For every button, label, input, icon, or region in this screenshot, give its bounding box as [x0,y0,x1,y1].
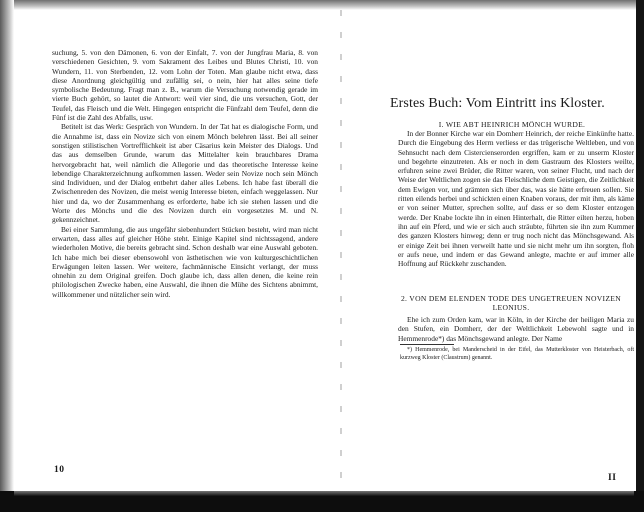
footnote [400,347,634,362]
section-2-paragraph: Ehe ich zum Orden kam, war in Köln, in der Kirche der heiligen Maria zu den Stufen, ein Domherr, der der Weltlichkeit Lebewohl sagte und in Hemmenrode*) das Mönchsgewand anlegte. Der Name [398,315,634,343]
left-paragraph-1: suchung, 5. von den Dämonen, 6. von der Einfalt, 7. von der Jungfrau Maria, 8. von verschiedenen Gesichten, 9. vom Sakrament des Leibes und Blutes Christi, 10. von Wundern, 11. von Sterbenden, 12. vom Lohn der Toten. Man glaube nicht etwa, dass diese Anordnung gleichgültig und zufällig sei, o nein, hier hat alles seine tiefe symbolische Bedeutung. Fragt man z. B., warum die Versuchung notwendig gerade im vierte Buch gehört, so lautet die Antwort: weil vier sind, die uns versuchen, Gott, der Teufel, das Fleisch und die Welt. Hingegen entspricht die Fünfzahl dem Teufel, denn die Fünf ist die Zahl des Abfalls, usw. [52,48,318,123]
section-2-text [398,315,634,343]
left-page-text [52,48,318,299]
section-1-paragraph: In der Bonner Kirche war ein Domherr Heinrich, der reiche Einkünfte hatte. Durch die Eingebung des Herrn verliess er das trügerische Weltleben, und von Sehnsucht nach dem Cistercienserorden ergriffen, kam er zu unserm Kloster und begehrte einzutreten. Als er noch in dem Gastraum des Klosters weilte, erfuhren seine zwei Brüder, die Ritter waren, von seiner Flucht, und nach der Weise der Weltlichen zogen sie das Fleischliche dem Geistigen, die Zeitlichkeit dem Ewigen vor, und grämten sich über das, was sie hätte erfreuen sollen. Sie ritten eilends herbei und schickten einen Knaben voraus, der mit ihm, als käme er von seiner Mutter, sprechen sollte, auf dass er so dem Kloster entzogen werde. Der Knabe lockte ihn in einen Hinterhalt, die Ritter eilten herzu, hoben ihn auf ein Pferd, und wie er sich auch sträubte, führten sie ihn zum Kummer des ganzen Klosters hinweg; denn er trug noch nicht das Mönchsgewand. Als er einige Zeit bei ihnen verweilt hatte und sie nicht mehr um ihn sorgten, floh er aufs neue, und indem er das Gewand anlegte, machte er auf immer alle Hoffnung auf Rückkehr zuschanden. [398,129,634,269]
left-page-number: 10 [54,465,65,475]
scan-bottom-shadow [14,491,634,496]
section-1-heading: I. WIE ABT HEINRICH MÖNCH WURDE. [438,120,586,129]
footnote-text: *) Hemmenrode, bei Manderscheid in der Eifel, das Mutterkloster von Heisterbach, oft kurzweg Kloster (Claustrum) genannt. [400,347,634,361]
left-paragraph-2: Betitelt ist das Werk: Gespräch von Wundern. In der Tat hat es dialogische Form, und die Annahme ist, dass ein Novize sich von einem Mönch belehren lässt. Bei all seiner sonstigen stilistischen Vortrefflichkeit ist aber Cäsarius kein Meister des Dialogs. Und das aus demselben Grunde, warum das Mittelalter kein brauchbares Drama hervorgebracht hat, weil nämlich die Allegorie und das theoretische Interesse keine lebendige Charakterzeichnung aufkommen lassen. Weder sein Novize noch sein Mönch sind Individuen, und der Dialog entbehrt daher alles Lebens. Ich habe fast überall die Zwischenreden des Novizen, die meist wenig Interesse bieten, einfach weggelassen. Nur hier und da, wo der Zusammenhang es erforderte, habe ich sie stehen lassen und die Worte des Mönchs und die des Novizen durch ein vorgesetztes M. und N. gekennzeichnet. [52,122,318,225]
chapter-title: Erstes Buch: Vom Eintritt ins Kloster. [390,96,605,111]
left-paragraph-3: Bei einer Sammlung, die aus ungefähr siebenhundert Stücken besteht, wird man nicht erwarten, dass alles auf gleicher Höhe steht. Einige Kapitel sind nichtssagend, andere wiederholen Motive, die bereits gebracht sind. Schon deshalb war eine Auswahl geboten. Ich habe mich bei dieser ebensowohl von ästhetischen wie von kulturgeschichtlichen Erwägungen leiten lassen. Wer weitere, fachmännische Einsicht verlangt, der muss ohnehin zu dem Original greifen. Doch glaube ich, dass allen denen, die keine rein philologischen Zwecke haben, eine Auswahl, die ihnen die Mühe des Sichtens abnimmt, willkommener und nützlicher sein wird. [52,224,318,299]
scan-right-edge [636,0,644,512]
left-page [14,0,340,491]
footnote-rule [400,344,454,345]
section-2-heading: 2. VON DEM ELENDEN TODE DES UNGETREUEN NOVIZEN LEONIUS. [400,294,622,313]
section-1-text [398,129,634,268]
scan-left-shadow [0,0,14,512]
right-page [342,0,636,491]
right-page-number: II [608,473,617,483]
